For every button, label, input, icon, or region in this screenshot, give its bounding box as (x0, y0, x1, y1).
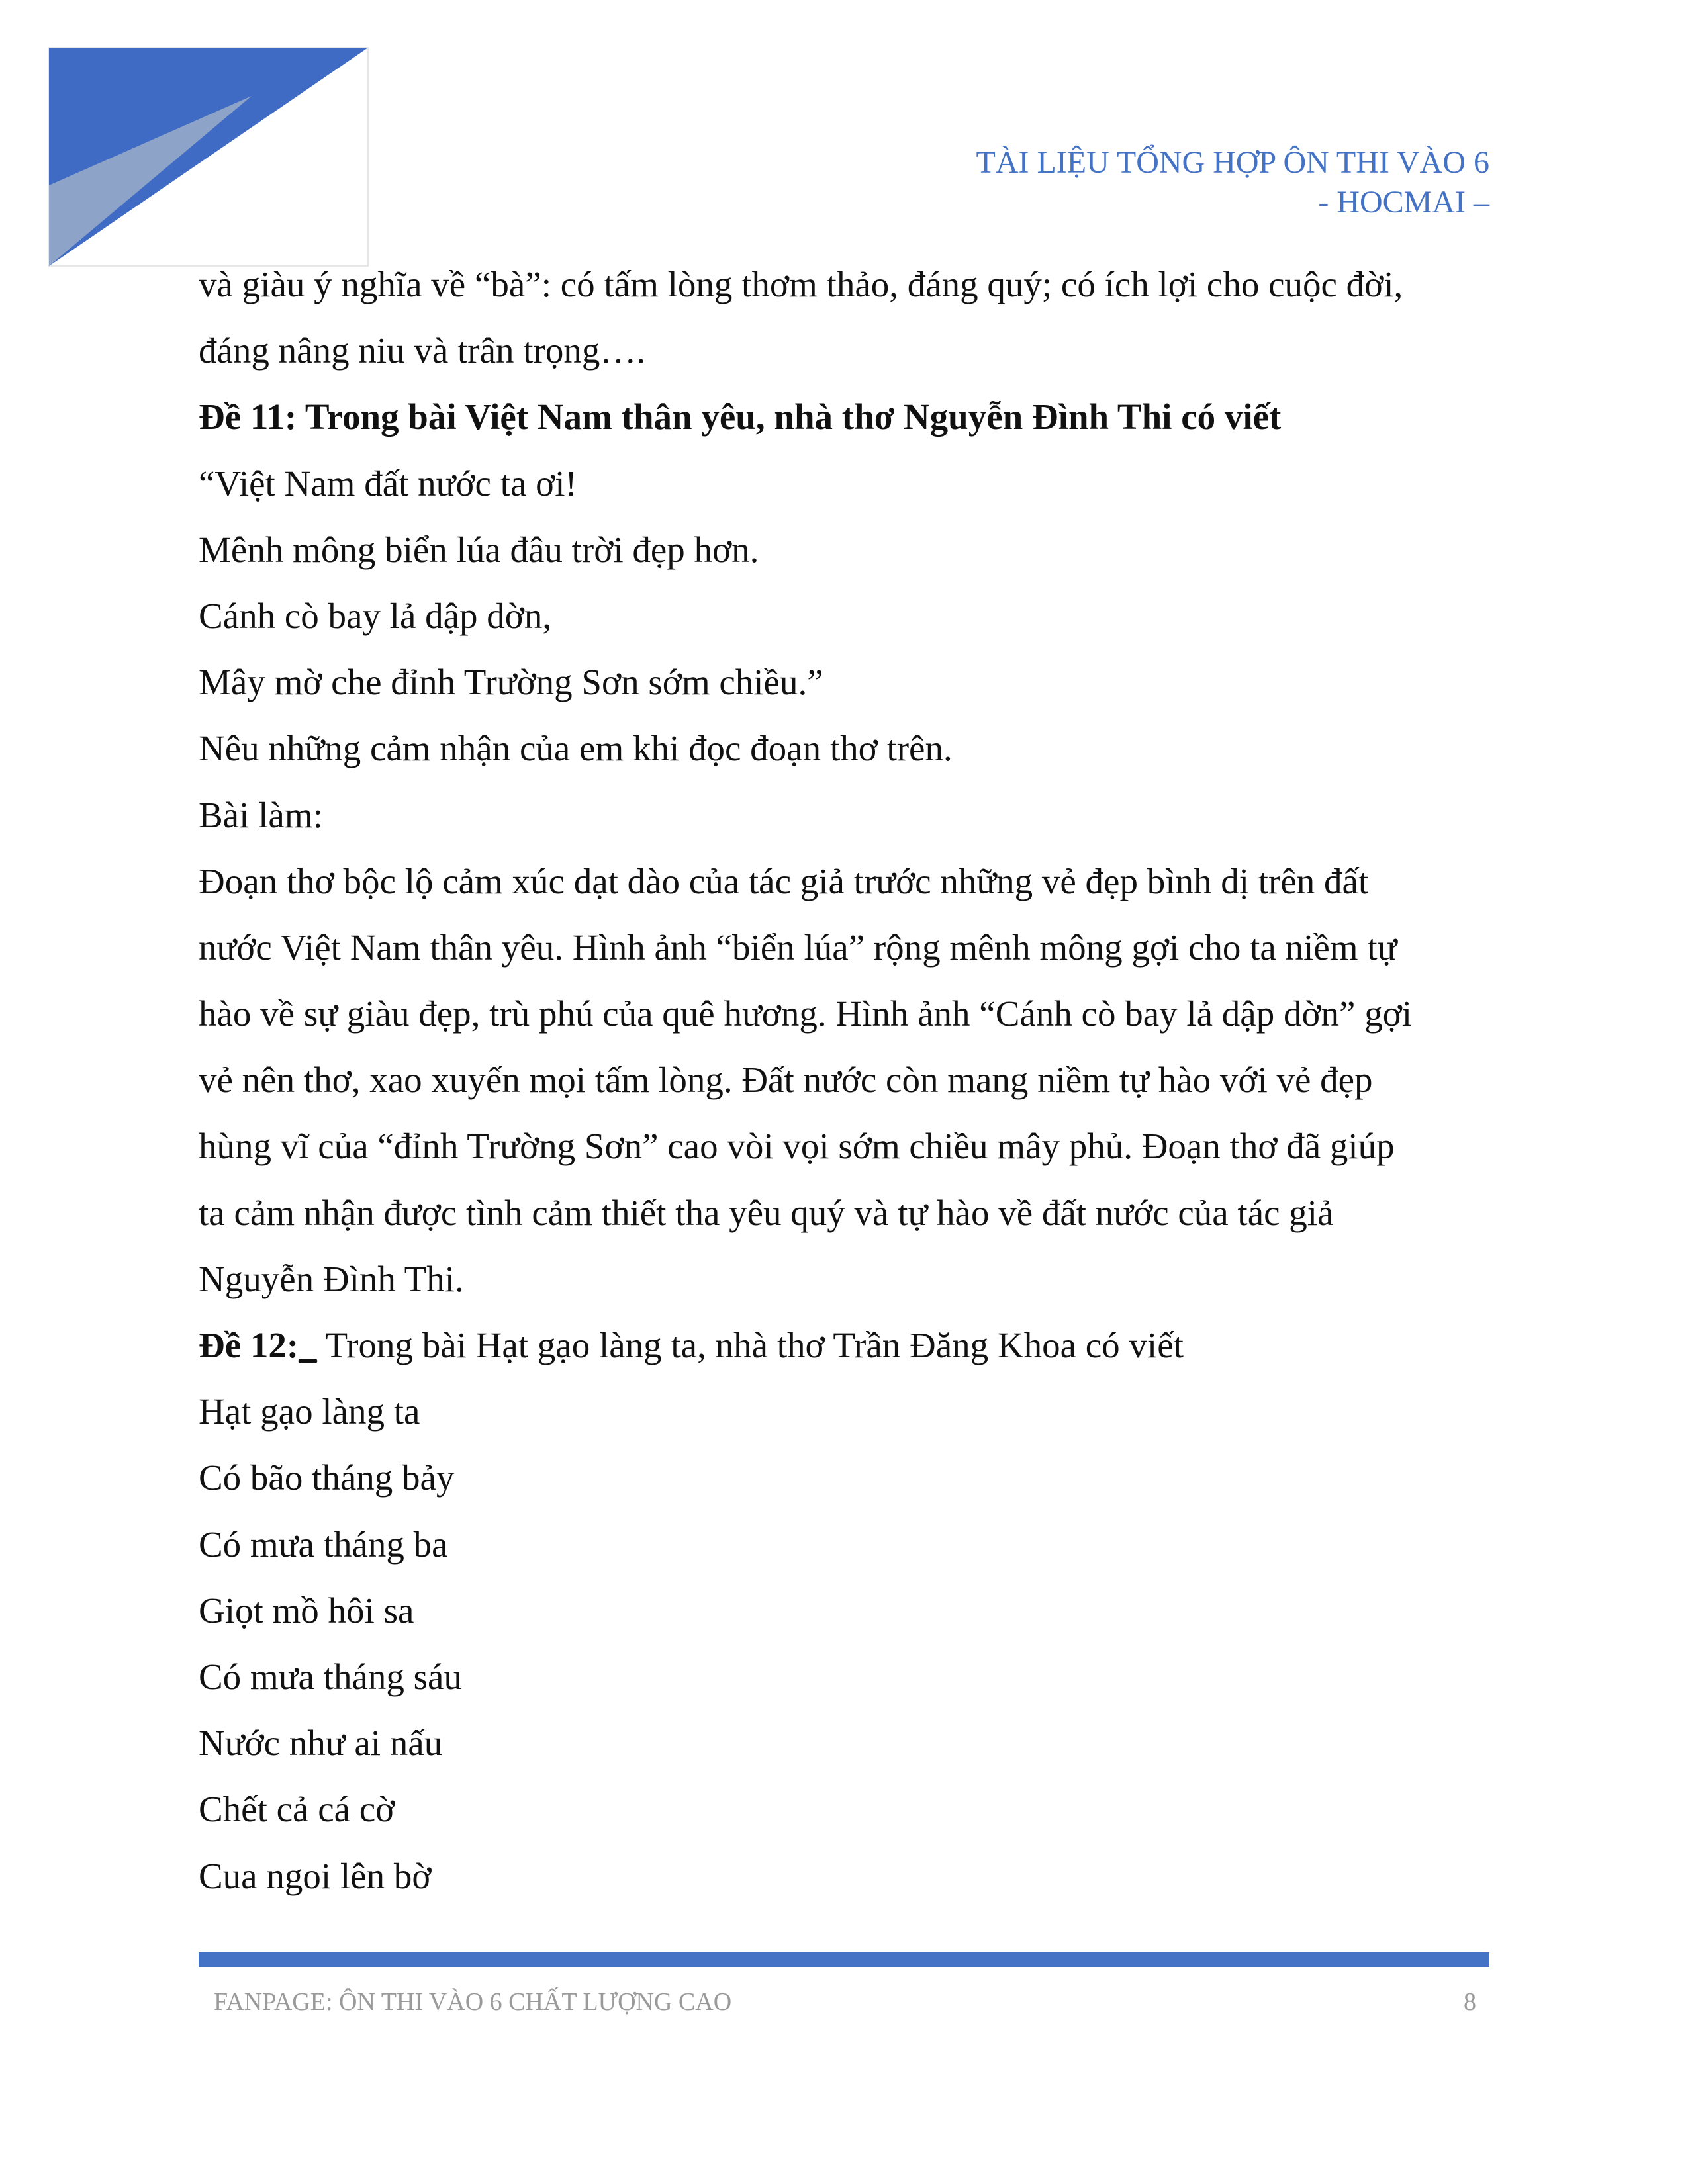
question-12-title-text: Trong bài Hạt gạo làng ta, nhà thơ Trần Đăng Khoa có viết (316, 1325, 1184, 1365)
poem-line: Mênh mông biển lúa đâu trời đẹp hơn. (199, 529, 759, 570)
page-number: 8 (1464, 1988, 1476, 2016)
poem-line: Có bão tháng bảy (199, 1457, 455, 1498)
document-body (199, 251, 1489, 1909)
poem-line: Nước như ai nấu (199, 1723, 443, 1764)
answer-line: vẻ nên thơ, xao xuyến mọi tấm lòng. Đất nước còn mang niềm tự hào với vẻ đẹp (199, 1060, 1373, 1101)
corner-decoration (0, 0, 397, 285)
header-subtitle: - HOCMAI – (1318, 185, 1489, 220)
answer-line: Đoạn thơ bộc lộ cảm xúc dạt dào của tác giả trước những vẻ đẹp bình dị trên đất (199, 860, 1369, 901)
poem-line: Cánh cò bay lả dập dờn, (199, 595, 552, 636)
poem-line: Mây mờ che đỉnh Trường Sơn sớm chiều.” (199, 662, 823, 703)
question-12-label: Đề 12: (199, 1325, 299, 1365)
answer-line: hùng vĩ của “đỉnh Trường Sơn” cao vòi vọi sớm chiều mây phủ. Đoạn thơ đã giúp (199, 1126, 1395, 1167)
poem-line: Cua ngoi lên bờ (199, 1855, 432, 1896)
poem-line: Có mưa tháng sáu (199, 1656, 462, 1697)
poem-line: Giọt mồ hôi sa (199, 1590, 414, 1631)
page-header (976, 143, 1490, 222)
question-11-title: Đề 11: Trong bài Việt Nam thân yêu, nhà thơ Nguyễn Đình Thi có viết (199, 396, 1282, 437)
question-12-title (199, 1312, 1489, 1379)
answer-line: ta cảm nhận được tình cảm thiết tha yêu quý và tự hào về đất nước của tác giả (199, 1192, 1334, 1233)
answer-line: nước Việt Nam thân yêu. Hình ảnh “biển lúa” rộng mênh mông gợi cho ta niềm tự (199, 927, 1397, 968)
header-title: TÀI LIỆU TỔNG HỢP ÔN THI VÀO 6 (976, 145, 1489, 180)
poem-line: Có mưa tháng ba (199, 1524, 448, 1565)
question-text: Nêu những cảm nhận của em khi đọc đoạn thơ trên. (199, 728, 953, 769)
answer-line: hào về sự giàu đẹp, trù phú của quê hương. Hình ảnh “Cánh cò bay lả dập dờn” gợi (199, 993, 1413, 1034)
footer-fanpage: FANPAGE: ÔN THI VÀO 6 CHẤT LƯỢNG CAO (214, 1988, 732, 2016)
poem-line: Chết cả cá cờ (199, 1789, 395, 1830)
poem-line: Hạt gạo làng ta (199, 1391, 420, 1432)
answer-label: Bài làm: (199, 794, 323, 835)
answer-line: Nguyễn Đình Thi. (199, 1258, 464, 1299)
poem-line: “Việt Nam đất nước ta ơi! (199, 463, 577, 504)
paragraph-line: và giàu ý nghĩa về “bà”: có tấm lòng thơm thảo, đáng quý; có ích lợi cho cuộc đời, (199, 264, 1403, 304)
paragraph-line: đáng nâng niu và trân trọng…. (199, 330, 646, 371)
footer-divider (199, 1952, 1489, 1967)
question-12-underscore: _ (299, 1325, 317, 1365)
